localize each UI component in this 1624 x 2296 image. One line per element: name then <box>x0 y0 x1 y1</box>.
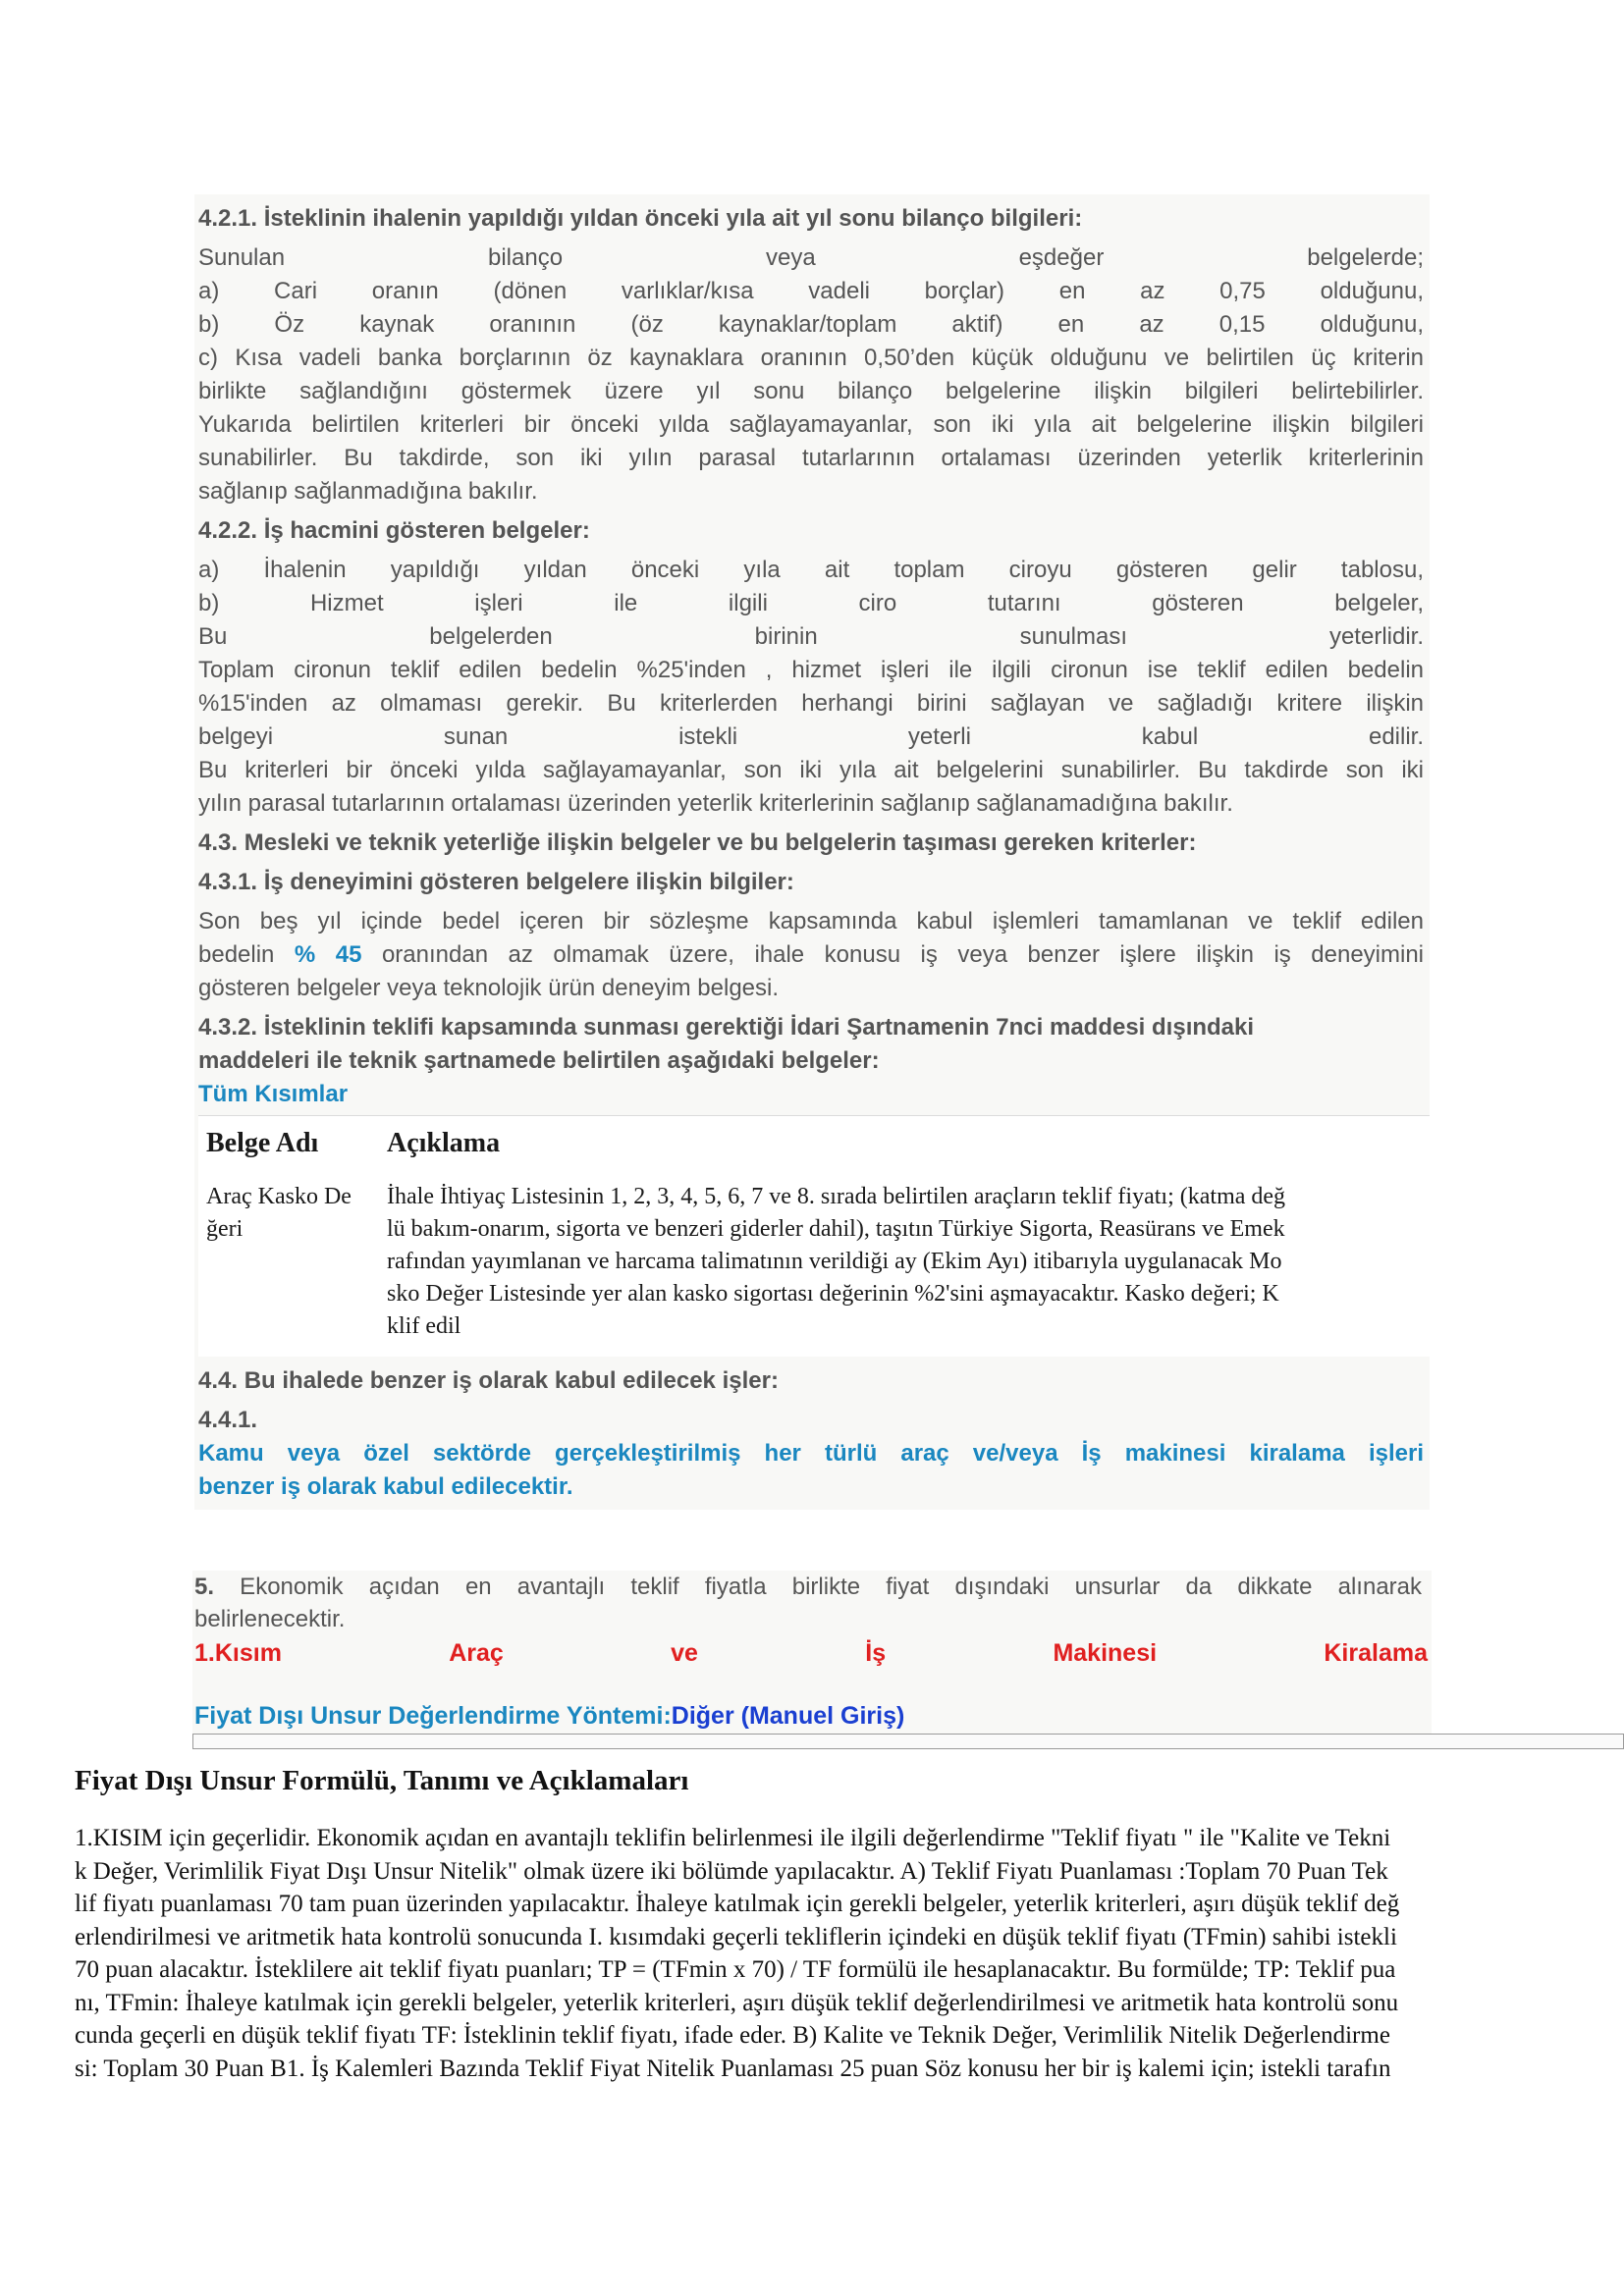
part-word: 1.Kısım <box>194 1639 282 1667</box>
text-line: b) Öz kaynak oranının (öz kaynaklar/toplam aktif) en az 0,15 olduğunu, <box>198 311 1424 338</box>
text-segment: bedelin <box>198 941 295 968</box>
section-number: 5. <box>194 1574 215 1600</box>
cell-line: lü bakım-onarım, sigorta ve benzeri giderler dahil), taşıtın Türkiye Sigorta, Reasürans ve Emek <box>387 1216 1285 1242</box>
part-word: Makinesi <box>1053 1639 1158 1667</box>
text-line: a) Cari oranın (dönen varlıklar/kısa vadeli borçlar) en az 0,75 olduğunu, <box>198 278 1424 304</box>
formula-text <box>75 1822 1549 2085</box>
text-line: yılın parasal tutarlarının ortalaması üzerinden yeterlik kriterlerinin sağlanıp sağlanamadığına bakılır. <box>198 790 1233 817</box>
text-line: c) Kısa vadeli banka borçlarının öz kaynaklara oranının 0,50’den küçük olduğunu ve belirtilen üç kriterin <box>198 345 1424 371</box>
text-line: Son beş yıl içinde bedel içeren bir sözleşme kapsamında kabul işlemleri tamamlanan ve teklif edilen <box>198 908 1424 934</box>
text-line: erlendirilmesi ve aritmetik hata kontrolü sonucunda I. kısımdaki geçerli tekliflerin içindeki en düşük teklif fiyatı (TFmin) sahibi istekli <box>75 1923 1397 1950</box>
text-segment: Ekonomik açıdan en avantajlı teklif fiyatla birlikte fiyat dışındaki unsurlar da dikkate alınarak <box>214 1574 1422 1600</box>
column-header-description: Açıklama <box>387 1128 501 1158</box>
table-row <box>198 1171 1430 1357</box>
horizontal-divider <box>192 1734 1624 1749</box>
cell-line: sko Değer Listesinde yer alan kasko sigortası değerinin %2'sini aşmayacaktır. Kasko değeri; K <box>387 1281 1279 1307</box>
text-line: 1.KISIM için geçerlidir. Ekonomik açıdan en avantajlı teklifin belirlenmesi ile ilgili değerlendirme "Teklif fiyatı " ile "Kalite ve Tekni <box>75 1825 1391 1851</box>
text-line: belgeyi sunan istekli yeterli kabul edilir. <box>198 723 1424 750</box>
cell-document-name <box>198 1181 387 1343</box>
text-line: a) İhalenin yapıldığı yıldan önceki yıla ait toplam ciroyu gösteren gelir tablosu, <box>198 557 1424 583</box>
heading-4-3: 4.3. Mesleki ve teknik yeterliğe ilişkin belgeler ve bu belgelerin taşıması gereken kriterler: <box>198 829 1197 856</box>
part-title <box>194 1635 1428 1671</box>
similar-works-text <box>198 1437 1430 1504</box>
column-header-name: Belge Adı <box>206 1128 319 1158</box>
text-4-2-2 <box>198 554 1430 821</box>
evaluation-method-label: Fiyat Dışı Unsur Değerlendirme Yöntemi: <box>194 1702 672 1730</box>
cell-line: Araç Kasko De <box>206 1184 352 1209</box>
cell-line: ğeri <box>206 1216 244 1242</box>
heading-line: maddeleri ile teknik şartnamede belirtilen aşağıdaki belgeler: <box>198 1047 880 1074</box>
heading-4-4: 4.4. Bu ihalede benzer iş olarak kabul edilecek işler: <box>198 1367 779 1394</box>
cell-line: İhale İhtiyaç Listesinin 1, 2, 3, 4, 5, 6, 7 ve 8. sırada belirtilen araçların teklif fiyatı; (katma değ <box>387 1184 1286 1209</box>
evaluation-method <box>194 1698 1428 1734</box>
text-line: Sunulan bilanço veya eşdeğer belgelerde; <box>198 244 1424 271</box>
heading-4-3-2 <box>198 1011 1430 1078</box>
cell-line: klif edil <box>387 1313 461 1339</box>
text-4-3-1 <box>198 905 1430 1005</box>
text-line <box>194 1571 1422 1603</box>
text-line: cunda geçerli en düşük teklif fiyatı TF: İsteklinin teklif fiyatı, ifade eder. B) Kalite ve Teknik Değer, Verimlilik Nitelik Değerlendirme <box>75 2022 1390 2049</box>
section-5 <box>192 1571 1432 1739</box>
part-word: İş <box>865 1639 887 1667</box>
text-line: sunabilirler. Bu takdirde, son iki yılın parasal tutarlarının ortalaması üzerinden yeterlik kriterlerinin <box>198 445 1424 471</box>
text-segment: oranından az olmamak üzere, ihale konusu iş veya benzer işlere ilişkin iş deneyimini <box>361 941 1425 968</box>
heading-4-3-1: 4.3.1. İş deneyimini gösteren belgelere ilişkin bilgiler: <box>198 869 794 895</box>
text-line: Bu belgelerden birinin sunulması yeterlidir. <box>198 623 1424 650</box>
evaluation-method-value: Diğer (Manuel Giriş) <box>671 1702 905 1730</box>
heading-line: 4.3.2. İsteklinin teklifi kapsamında sunması gerektiği İdari Şartnamenin 7nci maddesi dışındaki <box>198 1014 1255 1041</box>
part-word: ve <box>671 1639 698 1667</box>
table-header <box>198 1116 1430 1171</box>
text-line: sağlanıp sağlanmadığına bakılır. <box>198 478 538 505</box>
percentage-value: % 45 <box>294 941 362 968</box>
documents-table <box>198 1115 1430 1357</box>
text-line: lif fiyatı puanlaması 70 tam puan üzerinden yapılacaktır. İhaleye katılmak için gerekli belgeler, yeterlik kriterleri, aşırı düşük teklif değ <box>75 1891 1400 1917</box>
text-line: belirlenecektir. <box>194 1606 346 1632</box>
heading-4-4-1: 4.4.1. <box>198 1407 258 1433</box>
cell-line: rafından yayımlanan ve harcama talimatının verildiği ay (Ekim Ayı) itibarıyla uygulanacak Mo <box>387 1249 1282 1274</box>
text-line <box>198 938 1424 972</box>
part-word: Araç <box>449 1639 504 1667</box>
text-line: benzer iş olarak kabul edilecektir. <box>198 1473 573 1500</box>
formula-title: Fiyat Dışı Unsur Formülü, Tanımı ve Açıklamaları <box>75 1765 689 1796</box>
text-4-2-1 <box>198 241 1430 508</box>
text-line: Bu kriterleri bir önceki yılda sağlayamayanlar, son iki yıla ait belgelerini sunabilirler. Bu takdirde son iki <box>198 757 1424 783</box>
text-line: b) Hizmet işleri ile ilgili ciro tutarını gösteren belgeler, <box>198 590 1424 616</box>
text-5 <box>194 1571 1428 1635</box>
cell-description <box>387 1181 1430 1343</box>
text-line: gösteren belgeler veya teknolojik ürün deneyim belgesi. <box>198 975 780 1001</box>
heading-4-2-1: 4.2.1. İsteklinin ihalenin yapıldığı yıldan önceki yıla ait yıl sonu bilanço bilgileri: <box>198 205 1083 232</box>
criteria-panel <box>194 194 1430 1510</box>
text-line: nı, TFmin: İhaleye katılmak için gerekli belgeler, yeterlik kriterleri, aşırı düşük teklif değerlendirilmesi ve aritmetik hata kontrolü sonu <box>75 1989 1399 2016</box>
text-line: si: Toplam 30 Puan B1. İş Kalemleri Bazında Teklif Fiyat Nitelik Puanlaması 25 puan Söz konusu her bir iş kalemi için; istekli tarafın <box>75 2055 1391 2082</box>
text-line: Toplam cironun teklif edilen bedelin %25'inden , hizmet işleri ile ilgili cironun ise teklif edilen bedelin <box>198 657 1424 683</box>
text-line: k Değer, Verimlilik Fiyat Dışı Unsur Nitelik" olmak üzere iki bölümde yapılacaktır. A) Teklif Fiyatı Puanlaması :Toplam 70 Puan Tek <box>75 1857 1388 1885</box>
text-line: %15'inden az olmaması gerekir. Bu kriterlerden herhangi birini sağlayan ve sağladığı kritere ilişkin <box>198 690 1424 717</box>
text-line: 70 puan alacaktır. İsteklilere ait teklif fiyatı puanları; TP = (TFmin x 70) / TF formülü ile hesaplanacaktır. Bu formülde; TP: Teklif pua <box>75 1956 1396 1983</box>
text-line: Kamu veya özel sektörde gerçekleştirilmiş her türlü araç ve/veya İş makinesi kiralama işleri <box>198 1440 1424 1467</box>
heading-4-2-2: 4.2.2. İş hacmini gösteren belgeler: <box>198 517 590 544</box>
text-line: birlikte sağlandığını göstermek üzere yıl sonu bilanço belgelerine ilişkin bilgileri belirtebilirler. <box>198 378 1424 404</box>
part-word: Kiralama <box>1324 1639 1428 1667</box>
text-line: Yukarıda belirtilen kriterleri bir önceki yılda sağlayamayanlar, son iki yıla ait belgelerine ilişkin bilgileri <box>198 411 1424 438</box>
scope-label: Tüm Kısımlar <box>198 1081 349 1107</box>
